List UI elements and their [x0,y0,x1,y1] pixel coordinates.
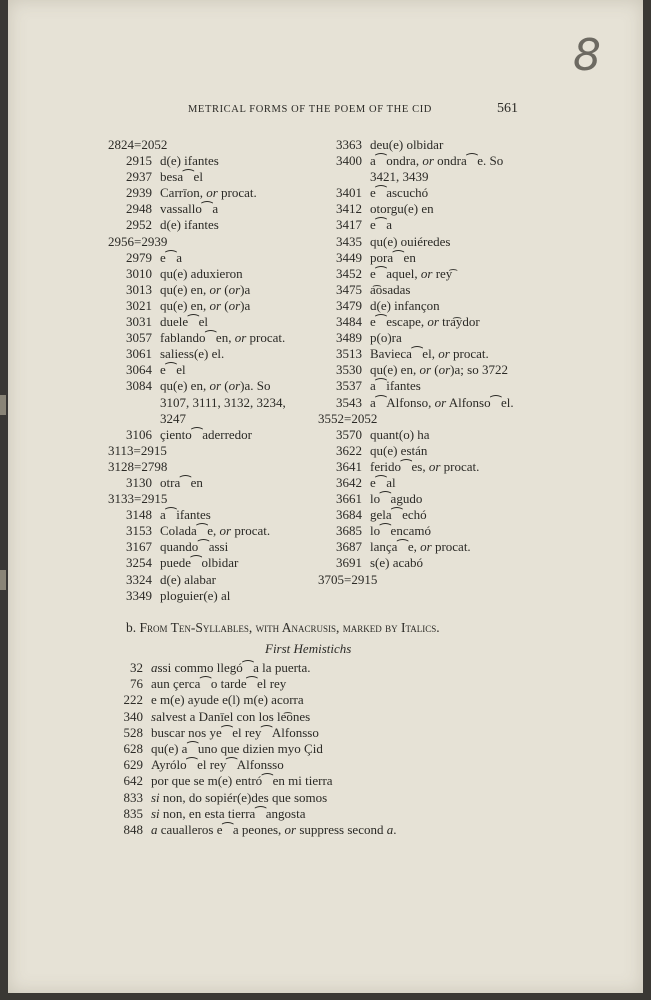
right_column-entry [318,362,528,378]
right_column-entry [318,153,528,169]
line-number: 3543 [336,394,362,410]
hemistich-text: assi commo llegó⁀a la puerta. [151,660,311,675]
entry-text: çiento⁀aderredor [160,426,253,442]
binding-mark [0,395,6,415]
line-number: 3412 [336,201,362,217]
entry-text: qu(e) en, or (or)a [160,281,251,297]
entry-text: s(e) acabó [370,555,424,571]
hemistich-line [108,725,396,741]
line-number: 3489 [336,330,362,346]
hemistich-line [108,757,396,773]
left_column-entry [108,523,318,539]
hemistich-line [108,660,396,676]
entry-text: p(o)ra [370,330,402,346]
section-b-heading [126,620,440,636]
line-number: 3661 [336,491,362,507]
line-number: 3064 [126,362,152,378]
left_column-entry [108,572,318,588]
entry-text: lo⁀encamó [370,523,431,539]
line-number: 2952 [126,217,152,233]
entry-text: lo⁀agudo [370,491,423,507]
entry-text [167,234,318,250]
line-number: 3061 [126,346,152,362]
line-number: 3167 [126,539,152,555]
entry-text: saliess(e) el. [160,346,225,362]
line-number: 3128=2798 [108,458,168,474]
left_column-entry [108,234,318,250]
entry-text: a⁀Alfonso, or Alfonso⁀el. [370,394,514,410]
hemistich-line [108,741,396,757]
entry-text: d(e) infançon [370,297,440,313]
line-number: 3010 [126,265,152,281]
entry-text: e⁀a [370,217,392,233]
entry-text: qu(e) están [370,442,428,458]
line-number: 3435 [336,233,362,249]
right_column-entry [318,395,528,411]
line-number: 3622 [336,442,362,458]
entry-text: pora⁀en [370,249,416,265]
hemistich-line [108,822,396,838]
right_column-entry [318,201,528,217]
line-number: 3153 [126,523,152,539]
line-number: 3130 [126,474,152,490]
line-number: 3324 [126,571,152,587]
line-number: 3148 [126,507,152,523]
entry-text: a⁀ifantes [160,507,211,523]
line-number: 3113=2915 [108,442,167,458]
line-number: 528 [123,724,143,740]
right_column-entry: 3421, 3439 [370,169,429,185]
hemistich-text: Ayrólo⁀el rey⁀Alfonsso [151,757,284,773]
entry-text: d(e) ifantes [160,153,219,169]
line-number: 2948 [126,201,152,217]
entry-text: fablando⁀en, or procat. [160,330,286,346]
hemistich-text: si non, en esta tierra⁀angosta [151,805,306,821]
running-header [188,101,518,116]
entry-text: qu(e) en, or (or)a [160,297,251,313]
line-number: 835 [123,805,143,821]
entry-text: vassallo⁀a [160,201,219,217]
line-number: 3417 [336,217,362,233]
line-number: 833 [123,789,143,805]
right-column [318,137,528,588]
right_column-entry [318,523,528,539]
book-page [8,0,643,993]
line-number: 3570 [336,426,362,442]
right_column-entry [318,443,528,459]
hemistich-text: e m(e) ayude e(l) m(e) acorra [151,692,304,708]
line-number: 3031 [126,314,152,330]
line-number: 3552=2052 [318,410,378,426]
line-number: 2915 [126,153,152,169]
left_column-entry [108,362,318,378]
line-number: 628 [123,741,143,757]
hemistich-line [108,709,396,725]
section-label: b. [126,620,137,635]
entry-text: ferido⁀es, or procat. [370,458,480,474]
entry-text: e⁀a [160,249,182,265]
line-number: 3642 [336,474,362,490]
hemistich-text: si non, do sopiér(e)des que somos [151,789,328,805]
right_column-entry [318,266,528,282]
right_column-entry [318,475,528,491]
entry-text: quando⁀assi [160,539,229,555]
line-number: 3479 [336,297,362,313]
right_column-entry [318,314,528,330]
entry-text: qu(e) en, or (or)a. So [160,378,271,394]
line-number: 3705=2915 [318,571,378,587]
line-number: 3449 [336,249,362,265]
right_column-entry [318,411,528,427]
left_column-entry [108,330,318,346]
line-number: 3106 [126,426,152,442]
left_column-entry [108,539,318,555]
entry-text: e⁀aquel, or rey͡ [370,265,453,281]
hemistich-text: a caualleros e⁀a peones, or suppress second a. [151,822,397,838]
right_column-entry [318,459,528,475]
left_column-entry [108,250,318,266]
line-number: 2824=2052 [108,137,168,152]
hemistich-line [108,692,396,708]
hemistich-text: por que se m(e) entró⁀en mi tierra [151,773,333,789]
left_column-entry: 3107, 3111, 3132, 3234, [160,394,286,410]
left_column-entry [108,588,318,604]
line-number: 642 [123,773,143,789]
line-number: 848 [123,822,143,838]
hemistich-line [108,806,396,822]
page-number: 561 [497,101,518,116]
left-column [108,137,318,604]
line-number: 3537 [336,378,362,394]
binding-mark [0,570,6,590]
entry-text: qu(e) ouiéredes [370,233,451,249]
right_column-entry [318,346,528,362]
line-number: 2979 [126,249,152,265]
right_column-entry [318,217,528,233]
line-number: 3687 [336,539,362,555]
entry-text: d(e) ifantes [160,217,219,233]
right_column-entry [318,250,528,266]
line-number: 3484 [336,314,362,330]
line-number: 3475 [336,281,362,297]
line-number: 3349 [126,587,152,603]
line-number: 3641 [336,458,362,474]
line-number: 3513 [336,346,362,362]
left_column-entry [108,346,318,362]
left_column-entry [108,443,318,459]
line-number: 3400 [336,153,362,169]
entry-text: e⁀ascuchó [370,185,429,201]
right_column-entry [318,282,528,298]
entry-text: d(e) alabar [160,571,216,587]
left_column-entry [108,137,318,153]
line-number: 3021 [126,297,152,313]
right_column-entry [318,507,528,523]
left_column-entry [108,217,318,233]
line-number: 3013 [126,281,152,297]
entry-text [167,459,318,475]
entry-text: ploguier(e) al [160,587,231,603]
right_column-entry [318,330,528,346]
right_column-entry [318,539,528,555]
entry-text: lança⁀e, or procat. [370,539,471,555]
entry-text: a⁀ondra, or ondra⁀e. So [370,153,504,169]
left_column-entry [108,169,318,185]
line-number: 222 [123,692,143,708]
entry-text: qu(e) aduxieron [160,265,243,281]
line-number: 32 [130,660,143,675]
left_column-entry [108,427,318,443]
entry-text: e⁀al [370,474,396,490]
entry-text [167,443,318,459]
hemistich-list [108,660,396,838]
left_column-entry: 3247 [160,410,186,426]
running-title: METRICAL FORMS OF THE POEM OF THE CID [188,104,432,115]
left_column-entry [108,314,318,330]
right_column-entry [318,137,528,153]
entry-text [377,572,528,588]
line-number: 3530 [336,362,362,378]
entry-text [167,491,318,507]
entry-text: e⁀el [160,362,186,378]
line-number: 340 [123,708,143,724]
left_column-entry [108,282,318,298]
left_column-entry [108,201,318,217]
hemistich-text: buscar nos ye⁀el rey⁀Alfonsso [151,724,319,740]
left_column-entry [108,185,318,201]
entry-text: otra⁀en [160,474,203,490]
left_column-entry [108,153,318,169]
hemistich-text: aun çerca⁀o tarde⁀el rey [151,676,287,692]
hemistich-text: salvest a Danīel con los le͡ones [151,708,311,724]
entry-text: a⁀ifantes [370,378,421,394]
line-number: 2956=2939 [108,233,168,249]
entry-text: Colada⁀e, or procat. [160,523,271,539]
left_column-entry [108,475,318,491]
entry-text [167,137,318,153]
hemistich-line [108,790,396,806]
left_column-entry [108,298,318,314]
left_column-entry [108,459,318,475]
entry-text: a͡osadas [370,281,411,297]
pencil-page-mark: 8 [573,30,601,81]
right_column-entry [318,185,528,201]
entry-text: gela⁀echó [370,507,427,523]
entry-text: puede⁀olbidar [160,555,239,571]
line-number: 3057 [126,330,152,346]
line-number: 3684 [336,507,362,523]
right_column-entry [318,491,528,507]
right_column-entry [318,234,528,250]
left_column-entry [108,491,318,507]
right_column-entry [318,572,528,588]
line-number: 3133=2915 [108,491,168,507]
left_column-entry [108,266,318,282]
line-number: 629 [123,757,143,773]
right_column-entry [318,427,528,443]
left_column-entry [108,507,318,523]
left_column-entry [108,555,318,571]
hemistich-line [108,773,396,789]
entry-text: otorgu(e) en [370,201,434,217]
subheading: First Hemistichs [265,641,352,656]
hemistich-text: qu(e) a⁀uno que dizien myo Çid [151,741,323,757]
line-number: 3401 [336,185,362,201]
right_column-entry [318,298,528,314]
right_column-entry [318,378,528,394]
entry-text: Carrīon, or procat. [160,185,257,201]
line-number: 3084 [126,378,152,394]
entry-text: duele⁀el [160,314,208,330]
line-number: 3363 [336,137,362,152]
right_column-entry [318,555,528,571]
line-number: 3254 [126,555,152,571]
line-number: 2939 [126,185,152,201]
line-number: 3691 [336,555,362,571]
entry-text: e⁀escape, or tra͡ydor [370,314,480,330]
hemistich-line [108,676,396,692]
line-number: 76 [130,676,143,692]
section-title: From Ten-Syllables, with Anacrusis, marked by Italics. [139,620,440,635]
entry-text: deu(e) olbidar [370,137,444,152]
line-number: 3452 [336,265,362,281]
entry-text: quant(o) ha [370,426,430,442]
entry-text: Bavieca⁀el, or procat. [370,346,489,362]
line-number: 3685 [336,523,362,539]
left_column-entry [108,378,318,394]
line-number: 2937 [126,169,152,185]
entry-text: besa⁀el [160,169,203,185]
entry-text: qu(e) en, or (or)a; so 3722 [370,362,508,378]
entry-text [377,411,528,427]
